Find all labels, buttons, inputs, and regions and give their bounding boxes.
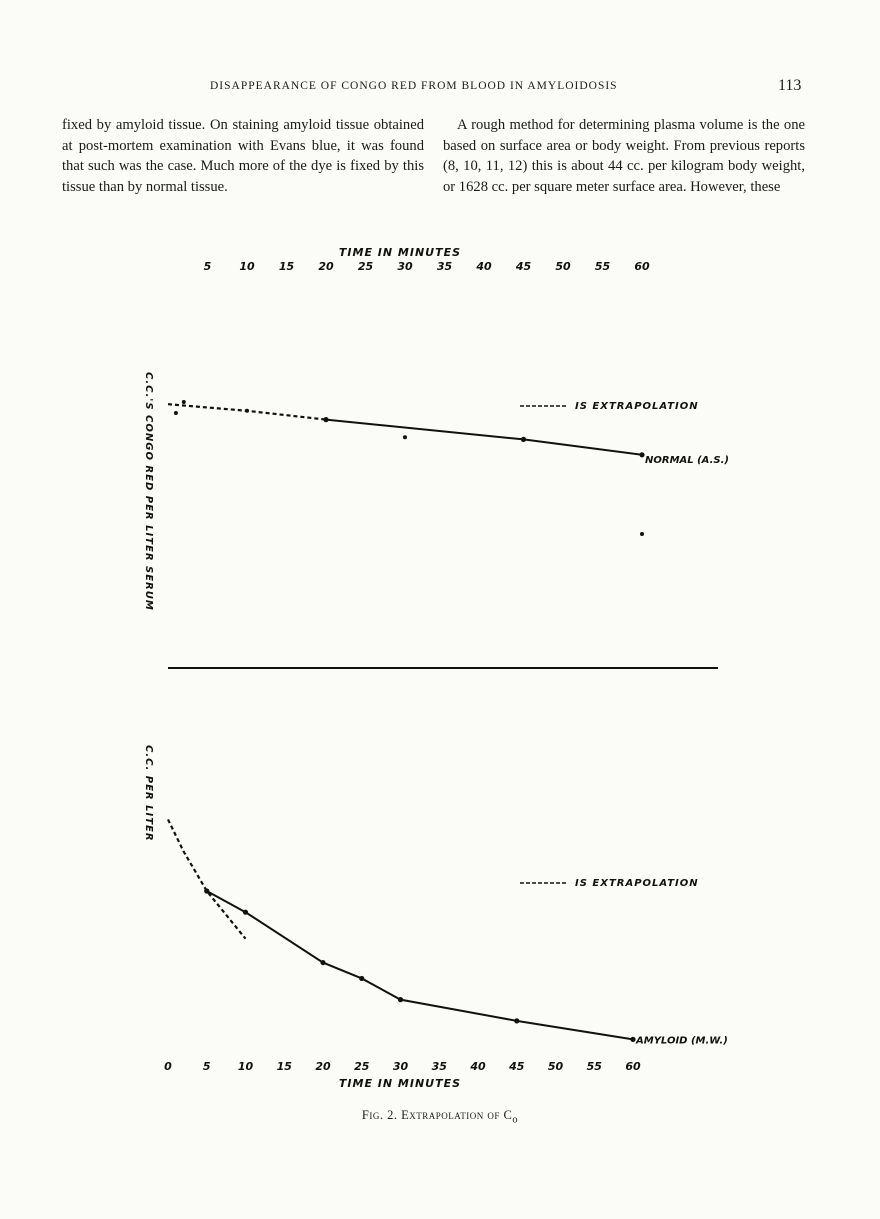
- x-axis-title: TIME IN MINUTES: [338, 1077, 462, 1090]
- series-line: [326, 420, 642, 455]
- extrapolation-line: [168, 819, 246, 938]
- x-tick-label: 25: [354, 1060, 370, 1073]
- data-point: [639, 452, 644, 457]
- x-tick-label: 45: [509, 1060, 525, 1073]
- data-point: [514, 1018, 519, 1023]
- series-line: [207, 891, 633, 1039]
- x-tick-label: 30: [397, 260, 413, 273]
- caption-text: Fig. 2. Extrapolation of C: [361, 1108, 513, 1122]
- x-tick-label: 35: [431, 1060, 447, 1073]
- x-tick-label: 50: [547, 1060, 564, 1073]
- x-tick-label: 35: [436, 260, 453, 273]
- x-tick-label: 20: [318, 260, 334, 273]
- x-tick-label: 10: [237, 1060, 254, 1073]
- x-tick-label: 40: [476, 260, 492, 273]
- x-tick-label: 5: [202, 1060, 211, 1073]
- caption-subscript: o: [512, 1114, 519, 1126]
- x-tick-label: 60: [634, 260, 650, 273]
- x-tick-label: 15: [276, 1060, 292, 1073]
- page-number: 113: [778, 77, 802, 94]
- scatter-point: [245, 409, 249, 413]
- x-tick-label: 60: [625, 1060, 641, 1073]
- x-tick-label: 25: [357, 260, 374, 273]
- legend-label: IS EXTRAPOLATION: [575, 878, 699, 889]
- x-axis-title: TIME IN MINUTES: [338, 246, 462, 259]
- data-point: [320, 960, 325, 965]
- data-point: [398, 997, 403, 1002]
- series-end-label: AMYLOID (M.W.): [636, 1035, 728, 1047]
- figure-caption: [0, 1108, 880, 1126]
- scatter-point: [640, 532, 644, 536]
- scatter-point: [174, 411, 178, 415]
- x-tick-label: 0: [164, 1060, 172, 1073]
- y-axis-label: C.C. PER LITER: [143, 745, 154, 842]
- data-point: [359, 976, 364, 981]
- x-tick-label: 5: [203, 260, 212, 273]
- x-tick-label: 50: [555, 260, 571, 273]
- x-tick-label: 20: [315, 1060, 331, 1073]
- x-tick-label: 15: [278, 260, 295, 273]
- scatter-point: [182, 400, 186, 404]
- paragraph-left: fixed by amyloid tissue. On staining amyloid tissue obtained at post-mortem examination with Evans blue, it was found that such was the case. Much more of the dye is fixed by this tissue than by normal tissue.: [62, 117, 424, 195]
- scatter-point: [403, 435, 407, 439]
- x-tick-label: 40: [470, 1060, 486, 1073]
- x-tick-label: 55: [594, 260, 611, 273]
- x-tick-label: 45: [515, 260, 532, 273]
- x-tick-label: 30: [392, 1060, 409, 1073]
- x-tick-label: 10: [239, 260, 255, 273]
- data-point: [630, 1037, 635, 1042]
- running-head: DISAPPEARANCE OF CONGO RED FROM BLOOD IN AMYLOIDOSIS: [210, 80, 618, 92]
- y-axis-label: C.C.'S CONGO RED PER LITER SERUM: [143, 372, 154, 611]
- series-end-label: NORMAL (A.S.): [645, 454, 729, 466]
- data-point: [521, 437, 526, 442]
- x-tick-label: 55: [586, 1060, 602, 1073]
- paragraph-right: A rough method for determining plasma volume is the one based on surface area or body weight. From previous reports (8, 10, 11, 12) this is about 44 cc. per kilogram body weight, or 1628 cc. per square meter surface area. However, these: [443, 117, 805, 195]
- data-point: [243, 910, 248, 915]
- legend-label: IS EXTRAPOLATION: [575, 401, 699, 412]
